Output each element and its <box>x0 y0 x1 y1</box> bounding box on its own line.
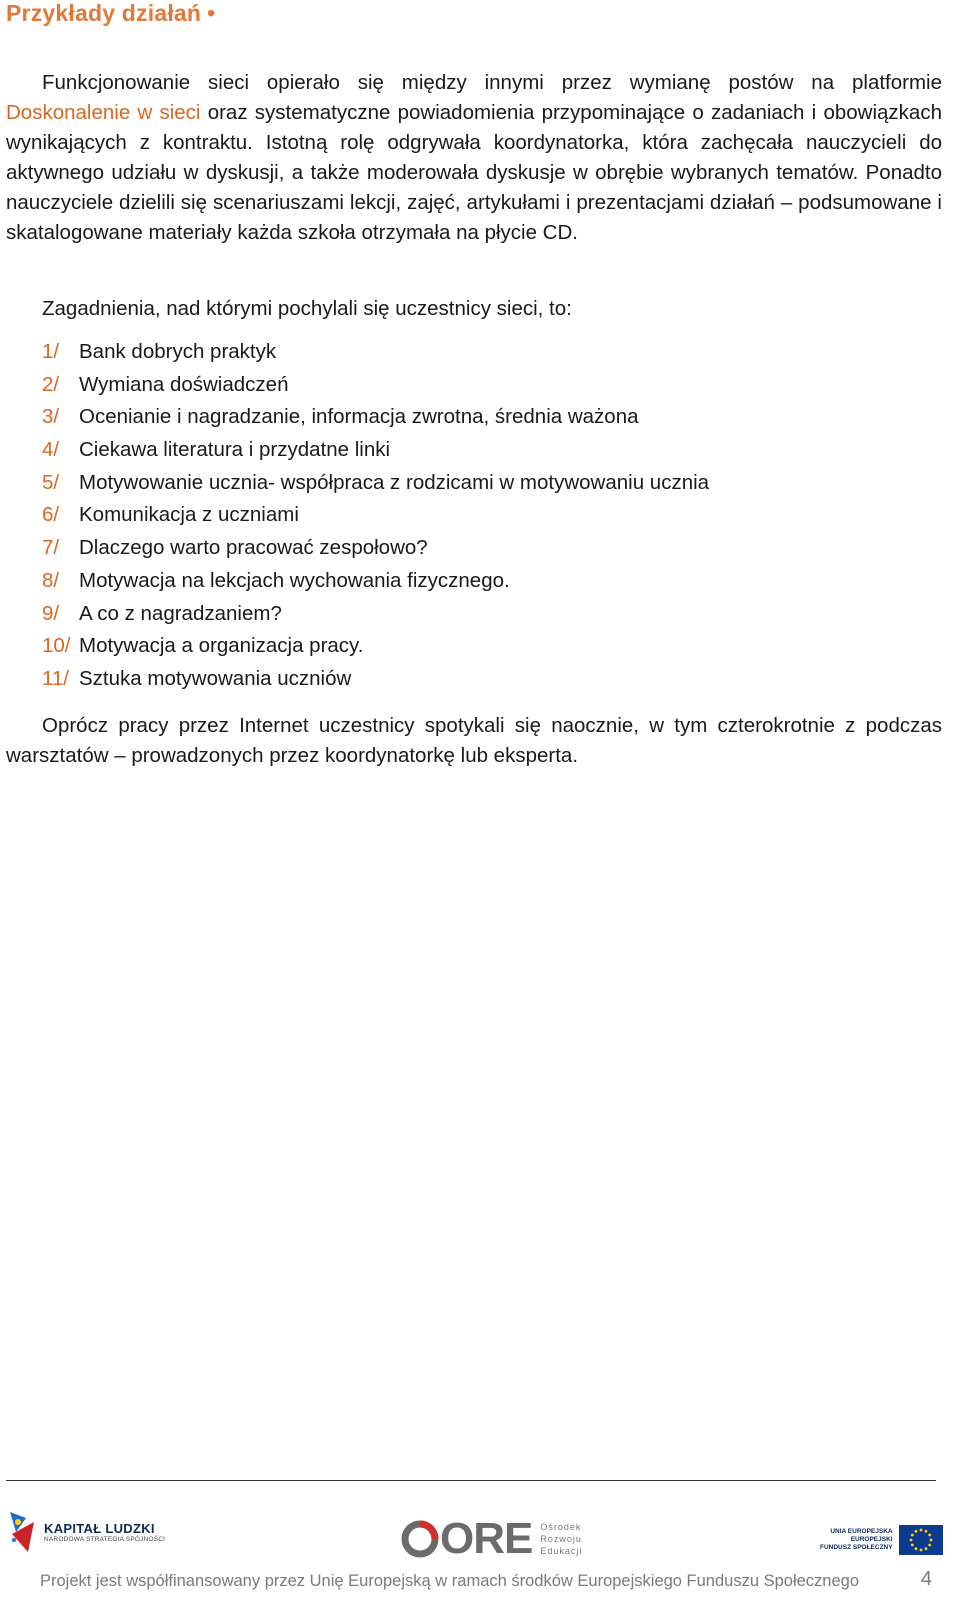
footer-cofinancing-text: Projekt jest współfinansowany przez Unię Europejską w ramach środków Europejskiego Funduszu Społecznego <box>40 1572 860 1590</box>
list-item-number: 1/ <box>42 340 60 363</box>
list-item <box>42 402 709 435</box>
paragraph-network-start: Funkcjonowanie sieci opierało się między innymi przez wymianę postów na platformie <box>42 71 942 94</box>
list-item <box>42 337 709 370</box>
ore-line-2: Rozwoju <box>540 1534 582 1544</box>
kapital-ludzki-logo <box>8 1510 165 1554</box>
list-item-text: Ocenianie i nagradzanie, informacja zwrotna, średnia ważona <box>79 405 639 429</box>
list-item-number: 5/ <box>42 470 60 494</box>
ore-wordmark: ORE <box>440 1514 533 1563</box>
ore-line-3: Edukacji <box>540 1546 583 1556</box>
ore-logo <box>400 1514 583 1563</box>
footer-divider <box>6 1480 936 1481</box>
list-item-text: Motywacja a organizacja pracy. <box>79 634 364 658</box>
list-item <box>42 566 709 599</box>
list-item <box>42 533 709 566</box>
list-item-number: 9/ <box>42 601 60 625</box>
heading-bullet: • <box>207 0 216 26</box>
list-item-text: Wymiana doświadczeń <box>79 372 289 396</box>
ore-ring-icon <box>400 1519 440 1559</box>
list-item-number: 11/ <box>42 666 69 690</box>
list-item-number: 7/ <box>42 536 60 560</box>
list-item-number: 2/ <box>42 372 60 396</box>
list-item-text: Sztuka motywowania uczniów <box>79 666 352 690</box>
list-item-number: 4/ <box>42 438 60 462</box>
page-heading <box>6 0 215 27</box>
eu-line-1: UNIA EUROPEJSKA <box>830 1528 893 1535</box>
list-item-text: Motywowanie ucznia- współpraca z rodzicami w motywowaniu ucznia <box>79 470 710 494</box>
list-item <box>42 599 709 632</box>
eu-line-2: EUROPEJSKI <box>850 1536 893 1543</box>
topics-intro: Zagadnienia, nad którymi pochylali się uczestnicy sieci, to: <box>42 297 572 320</box>
list-item-number: 3/ <box>42 405 60 429</box>
list-item <box>42 468 709 501</box>
list-item-text: Komunikacja z uczniami <box>79 503 299 527</box>
heading-title: Przykłady działań <box>6 0 202 26</box>
topics-list <box>42 337 709 697</box>
list-item-text: Bank dobrych praktyk <box>79 340 277 363</box>
eu-logo <box>820 1525 943 1555</box>
ore-line-1: Ośrodek <box>540 1522 582 1532</box>
list-item <box>42 370 709 403</box>
list-item <box>42 500 709 533</box>
platform-link[interactable]: Doskonalenie w sieci <box>6 101 201 124</box>
eu-line-3: FUNDUSZ SPOŁECZNY <box>820 1544 893 1551</box>
kl-title: KAPITAŁ LUDZKI <box>44 1521 155 1536</box>
list-item-text: Ciekawa literatura i przydatne linki <box>79 438 391 462</box>
paragraph-network-rest: oraz systematyczne powiadomienia przypominające o zadaniach i obowiązkach wynikających z kontraktu. Istotną rolę odgrywała koordynatorka, która zachęcała nauczycieli do aktywnego udziału w dyskusji, a także moderowała dyskusje w obrębie wybranych tematów. Ponadto nauczyciele dzielili się scenariuszami lekcji, zajęć, artykułami i prezentacjami działań – podsumowane i skatalogowane materiały każda szkoła otrzymała na płycie CD. <box>6 101 942 244</box>
list-item <box>42 435 709 468</box>
page-number: 4 <box>920 1568 932 1590</box>
kapital-ludzki-emblem-icon <box>8 1510 38 1554</box>
paragraph-network <box>6 68 942 248</box>
paragraph-meetings <box>6 711 942 771</box>
list-item-text: Dlaczego warto pracować zespołowo? <box>79 536 428 560</box>
kl-subtitle: NARODOWA STRATEGIA SPÓJNOŚCI <box>44 1536 166 1543</box>
list-item-text: Motywacja na lekcjach wychowania fizycznego. <box>79 568 510 592</box>
list-item <box>42 631 709 664</box>
eu-flag-icon <box>899 1525 943 1555</box>
paragraph-meetings-text: Oprócz pracy przez Internet uczestnicy spotykali się naocznie, w tym czterokrotnie z podczas warsztatów – prowadzonych przez koordynatorkę lub eksperta. <box>6 714 942 767</box>
list-item-number: 6/ <box>42 503 60 527</box>
list-item-number: 10/ <box>42 634 71 658</box>
list-item-number: 8/ <box>42 568 60 592</box>
list-item <box>42 664 709 697</box>
list-item-text: A co z nagradzaniem? <box>79 601 282 625</box>
